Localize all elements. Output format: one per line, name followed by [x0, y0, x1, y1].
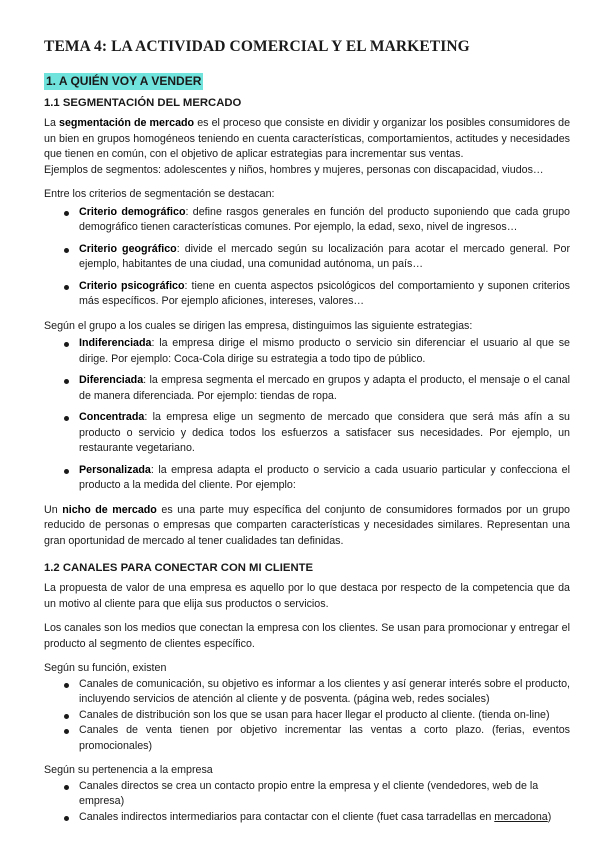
subsection-heading-1-1: 1.1 SEGMENTACIÓN DEL MERCADO	[44, 97, 242, 109]
ownership-intro: Según su pertenencia a la empresa	[44, 764, 213, 776]
list-item: Canales de venta tienen por objetivo incrementar las ventas a corto plazo. (ferias, eventos promocionales)	[79, 723, 570, 754]
list-item: Criterio geográfico: divide el mercado según su localización para acotar el mercado general. Por ejemplo, habitantes de una ciudad, una comunidad autónoma, un país…	[79, 242, 570, 273]
mercadona-link[interactable]: mercadona	[494, 810, 548, 823]
section-heading-1: 1. A QUIÉN VOY A VENDER	[46, 74, 202, 88]
function-intro: Según su función, existen	[44, 662, 167, 674]
segmentation-definition: La segmentación de mercado es el proceso que consiste en dividir y organizar los posibles consumidores de un bien en grupos homogéneos teniendo en cuenta características, comportamientos, actitudes y necesidades que tienen en común, con el objetivo de aplicar estrategias para incrementar sus ventas.	[44, 117, 571, 160]
list-item: Indiferenciada: la empresa dirige el mismo producto o servicio sin diferenciar el usuario al que se dirige. Por ejemplo: Coca-Cola dirige su estrategia a todo tipo de público.	[79, 336, 570, 367]
list-item: Concentrada: la empresa elige un segmento de mercado que considera que será más afín a su producto o servicio y dedica todos los esfuerzos a satisfacer sus necesidades. Por ejemplo, un restaurante vegetariano.	[79, 410, 570, 457]
strategies-intro: Según el grupo a los cuales se dirigen las empresa, distinguimos las siguiente estrategias:	[44, 319, 473, 332]
criteria-intro: Entre los criterios de segmentación se destacan:	[44, 188, 275, 200]
value-proposition-paragraph: La propuesta de valor de una empresa es aquello por lo que destaca por respecto de la competencia que da un motivo al cliente para que elija sus productos o servicios.	[44, 582, 570, 610]
segment-examples: Ejemplos de segmentos: adolescentes y niños, hombres y mujeres, personas con discapacidad, viudos…	[44, 163, 544, 176]
term-nicho: nicho de mercado	[62, 503, 157, 516]
list-item: Canales de distribución son los que se usan para hacer llegar el producto al cliente. (tienda on-line)	[79, 708, 570, 724]
strategies-list	[44, 336, 570, 494]
list-item: Canales de comunicación, su objetivo es informar a los clientes y así generar interés sobre el producto, incluyendo servicios de atención al cliente y de posventa. (página web, redes sociales)	[79, 677, 570, 708]
list-item: Personalizada: la empresa adapta el producto o servicio a cada usuario particular y confecciona el producto a la medida del cliente. Por ejemplo:	[79, 463, 570, 494]
subsection-heading-1-2: 1.2 CANALES PARA CONECTAR CON MI CLIENTE	[44, 562, 314, 574]
ownership-list	[44, 779, 570, 826]
list-item: Canales directos se crea un contacto propio entre la empresa y el cliente (vendedores, web de la empresa)	[79, 779, 570, 810]
niche-definition: Un nicho de mercado es una parte muy específica del conjunto de consumidores formados por un grupo reducido de personas o empresas que comparten características y necesidades similares. Representan una gran oportunidad de mercado al tener cualidades tan definidas.	[44, 503, 570, 547]
channels-paragraph: Los canales son los medios que conectan la empresa con los clientes. Se usan para promocionar y entregar el producto al segmento de clientes específico.	[44, 622, 570, 650]
list-item: Canales indirectos intermediarios para contactar con el cliente (fuet casa tarradellas en mercadona)	[79, 810, 570, 826]
list-item: Diferenciada: la empresa segmenta el mercado en grupos y adapta el producto, el mensaje o el canal de manera diferenciada. Por ejemplo: tiendas de ropa.	[79, 373, 570, 404]
list-item: Criterio psicográfico: tiene en cuenta aspectos psicológicos del comportamiento y suponen criterios más específicos. Por ejemplo aficiones, intereses, valores…	[79, 279, 570, 310]
list-item: Criterio demográfico: define rasgos generales en función del producto suponiendo que cada grupo demográfico tienen características comunes. Por ejemplo, la edad, sexo, nivel de ingresos…	[79, 205, 570, 236]
document-title: TEMA 4: LA ACTIVIDAD COMERCIAL Y EL MARKETING	[44, 38, 470, 55]
function-list	[44, 677, 570, 755]
criteria-list	[44, 205, 570, 310]
term-segmentacion: segmentación de mercado	[59, 117, 195, 129]
